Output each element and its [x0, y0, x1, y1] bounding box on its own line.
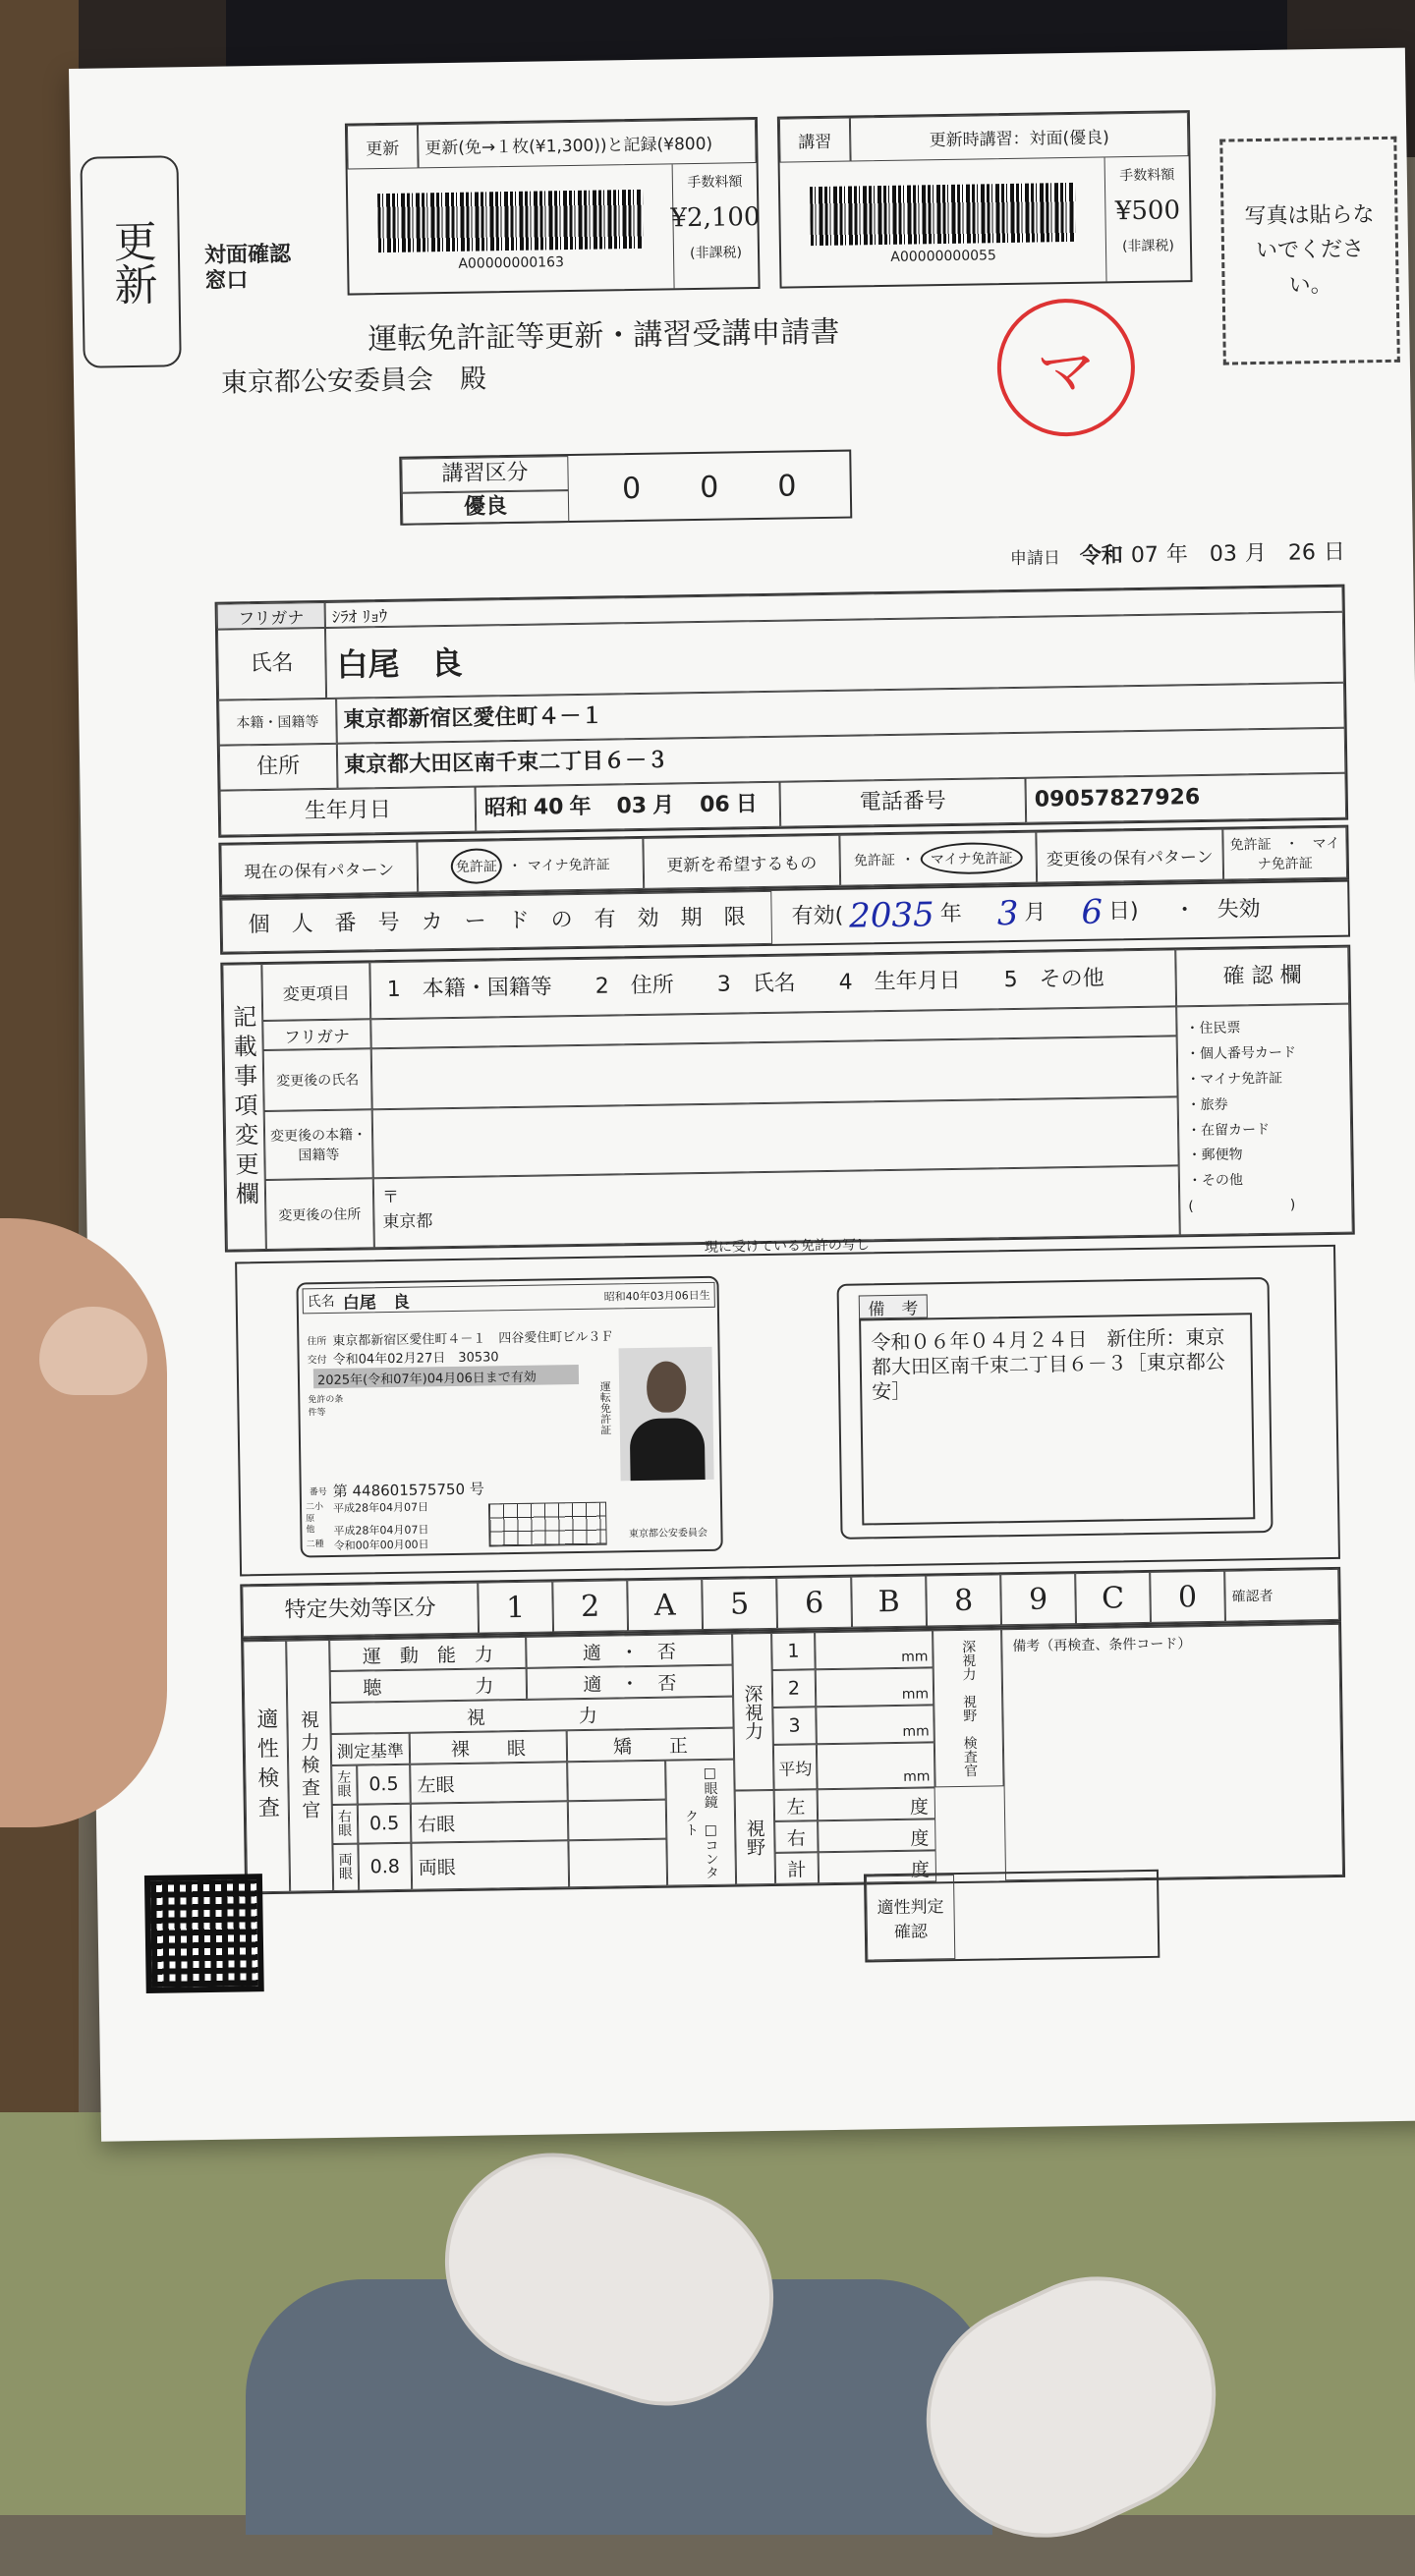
- motor-option[interactable]: 適 ・ 否: [526, 1634, 732, 1668]
- honseki-label: 本籍・国籍等: [218, 699, 337, 746]
- corrected-label: 矯 正: [567, 1728, 734, 1763]
- depth-label: [732, 1633, 774, 1791]
- expired-option: ・ 失効: [1173, 896, 1261, 924]
- renewal-tag: 更新: [347, 124, 419, 169]
- unit-mm: mm: [903, 1768, 931, 1785]
- field-label: [735, 1790, 776, 1885]
- depth-row-label: 平均: [773, 1744, 818, 1790]
- eye-name: 右眼: [411, 1801, 569, 1843]
- wish-option-license: 免許証: [853, 852, 896, 869]
- digit: 0: [777, 468, 797, 504]
- valid-label: 有効(: [791, 903, 844, 929]
- aptitude-side: [243, 1641, 290, 1893]
- eye-side: 左眼: [331, 1765, 358, 1805]
- after-pattern-options: 免許証 ・ マイナ免許証: [1222, 827, 1347, 880]
- notes-label: 備考（再検査、条件コード）: [1001, 1624, 1343, 1880]
- unit-mm: mm: [902, 1723, 930, 1740]
- field-value[interactable]: [818, 1787, 935, 1820]
- field-row-label: 右: [774, 1820, 818, 1853]
- confirm-item: ( ): [1188, 1197, 1296, 1215]
- code-cell: B: [851, 1575, 927, 1627]
- birth-day-unit: 日: [735, 791, 758, 817]
- vision-officer: [286, 1640, 333, 1892]
- date-year-unit: 年: [1165, 542, 1189, 568]
- eye-name: 両眼: [411, 1840, 569, 1890]
- valid-month: 3: [996, 893, 1019, 933]
- code-cell: A: [627, 1579, 703, 1631]
- eye-standard: 0.8: [358, 1843, 412, 1891]
- card-name-label: 氏名: [307, 1293, 335, 1311]
- birth-year-unit: 年: [569, 794, 592, 819]
- depth-row-label: 3: [772, 1707, 817, 1745]
- license-copy-caption: 現に受けている免許の写し: [704, 1237, 871, 1256]
- phone-label: 電話番号: [779, 778, 1026, 827]
- valid-year: 2035: [848, 894, 935, 936]
- postal-mark: 〒: [381, 1187, 400, 1208]
- date-era: 令和: [1079, 543, 1124, 569]
- card-issued: 令和04年02月27日 30530: [332, 1349, 499, 1368]
- fee-label: 手数料額: [687, 174, 743, 192]
- qr-code: [144, 1874, 264, 1993]
- unit-mm: mm: [901, 1649, 929, 1665]
- application-form: [69, 48, 1415, 2142]
- date-year: 07: [1130, 542, 1160, 569]
- judge-label: 適性判定確認: [866, 1875, 955, 1960]
- code-cell: 9: [1000, 1573, 1076, 1625]
- phone-value: 09057827926: [1025, 773, 1346, 823]
- card-issued-row: [304, 1345, 598, 1368]
- applicant-table: [215, 585, 1349, 838]
- code-cell: 6: [776, 1577, 852, 1629]
- license-card: [296, 1276, 722, 1558]
- special-class-codes: [478, 1571, 1225, 1634]
- birth-year: 40: [533, 794, 564, 820]
- remarks-label: 備 考: [859, 1294, 928, 1318]
- depth-officer-text: 深視力 視野 検査官: [960, 1639, 979, 1777]
- course-class-table: [399, 450, 852, 526]
- code-cell: 8: [926, 1574, 1001, 1626]
- current-option-myna: マイナ免許証: [527, 857, 610, 874]
- renewal-fee-cell: [672, 163, 759, 288]
- vision-officer-text: 視力検査官: [297, 1708, 321, 1823]
- card-number-label: 番号: [309, 1486, 327, 1497]
- card-date-label: 他: [306, 1525, 315, 1536]
- wish-options: [839, 832, 1037, 886]
- fee-label: 手数料額: [1119, 167, 1175, 185]
- card-date-label: 二小原: [305, 1502, 324, 1525]
- unit-deg: 度: [910, 1859, 931, 1881]
- photo-body: [630, 1418, 706, 1481]
- renewal-fee: ¥2,100: [670, 201, 761, 234]
- valid-month-unit: 月: [1024, 900, 1047, 925]
- depth-row-label: 1: [771, 1632, 816, 1670]
- confirm-list: [1176, 1004, 1353, 1236]
- photo-box: [1219, 137, 1400, 365]
- aptitude-section: [241, 1622, 1345, 1895]
- code-cell: 1: [478, 1581, 553, 1633]
- depth-officer: [933, 1629, 1004, 1787]
- course-tag: 講習: [779, 118, 851, 163]
- confirm-item: ・住民票: [1185, 1020, 1241, 1037]
- card-addr-label: 住所: [307, 1335, 327, 1347]
- judge-field[interactable]: [954, 1872, 1158, 1959]
- wish-option-myna: マイナ免許証: [921, 842, 1023, 875]
- confirmer-label: 確認者: [1224, 1569, 1339, 1622]
- photo-head: [647, 1361, 687, 1413]
- confirm-item: ・郵便物: [1187, 1147, 1243, 1164]
- card-issued-label: 交付: [307, 1354, 327, 1366]
- course-fee: ¥500: [1114, 196, 1181, 227]
- eye-corrected[interactable]: [567, 1761, 666, 1802]
- renewal-code: A00000000163: [458, 254, 565, 272]
- separator: ・: [900, 852, 916, 868]
- tax-note: (非課税): [689, 245, 743, 262]
- photo-note: 写真は貼らないでください。: [1244, 202, 1375, 299]
- change-pref: 東京都: [382, 1211, 433, 1233]
- valid-day-unit: 日): [1107, 898, 1139, 924]
- confirm-item: ・マイナ免許証: [1186, 1070, 1283, 1089]
- naked-label: 裸 眼: [410, 1730, 567, 1764]
- separator: ・: [507, 858, 523, 875]
- changes-side-text: 記載事項変更欄: [228, 1003, 259, 1211]
- birth-value: [476, 782, 781, 832]
- card-date: 平成28年04月07日: [332, 1500, 429, 1515]
- mynumber-label: 個 人 番 号 カ ー ド の 有 効 期 限: [221, 891, 772, 953]
- eye-standard: 0.5: [357, 1764, 411, 1805]
- furigana-value: ｼﾗｵ ﾘｮｳ: [325, 587, 1343, 628]
- furigana-label: フリガナ: [217, 602, 325, 630]
- change-honseki-field[interactable]: [372, 1096, 1179, 1178]
- card-addr: 東京都新宿区愛住町４－１ 四谷愛住町ビル３Ｆ: [332, 1328, 614, 1349]
- eye-corrected[interactable]: [568, 1839, 667, 1888]
- birth-label: 生年月日: [220, 787, 477, 836]
- standard-label: 測定基準: [331, 1733, 410, 1765]
- renewal-fee-box: [345, 117, 761, 296]
- red-mark-text: マ: [1036, 337, 1097, 408]
- card-issuer: 東京都公安委員会: [628, 1527, 708, 1540]
- card-number-row: [306, 1477, 600, 1501]
- address-value: 東京都大田区南千束二丁目６－３: [337, 728, 1346, 789]
- card-date: 平成28年04月07日: [333, 1523, 429, 1539]
- hearing-label: 聴 力: [330, 1668, 527, 1703]
- card-valid: 2025年(令和07年)04月06日まで有効: [313, 1365, 579, 1388]
- tax-note: (非課税): [1121, 238, 1175, 255]
- valid-year-unit: 年: [939, 901, 962, 926]
- aptitude-side-text: 適性検査: [253, 1707, 280, 1826]
- birth-day: 06: [699, 792, 730, 817]
- confirm-label: 確 認 欄: [1175, 947, 1349, 1007]
- application-date: [1010, 540, 1345, 572]
- special-class-label: 特定失効等区分: [242, 1583, 479, 1638]
- changes-side-label: [222, 964, 266, 1251]
- depth-value[interactable]: [816, 1705, 934, 1744]
- glasses-options[interactable]: [665, 1760, 736, 1886]
- birth-era: 昭和: [483, 795, 529, 821]
- card-vertical-label: [594, 1348, 616, 1466]
- face-to-face-label: 対面確認 窓口: [203, 242, 292, 295]
- hearing-option[interactable]: 適 ・ 否: [527, 1665, 733, 1700]
- date-month: 03: [1209, 541, 1238, 567]
- course-fee-box: [777, 110, 1193, 289]
- unit-deg: 度: [909, 1796, 930, 1819]
- digit: 0: [621, 471, 642, 506]
- course-class-label: 講習区分: [401, 456, 569, 493]
- confirm-item: ・その他: [1187, 1172, 1244, 1190]
- after-pattern-label: 変更後の保有パターン: [1036, 829, 1223, 883]
- field-label-text: 視野: [743, 1819, 766, 1857]
- card-vertical-text: 運転免許証: [598, 1379, 612, 1435]
- card-date: 令和00年00月00日: [333, 1538, 429, 1552]
- code-cell: 5: [702, 1578, 777, 1630]
- change-name-label: 変更後の氏名: [263, 1048, 372, 1111]
- license-copy-area: [235, 1237, 1340, 1577]
- code-cell: 0: [1150, 1571, 1225, 1623]
- code-cell: 2: [552, 1580, 628, 1632]
- course-code: A00000000055: [890, 248, 997, 265]
- course-barcode: [810, 183, 1076, 246]
- change-item-label: 変更項目: [261, 962, 370, 1021]
- code-cell: C: [1075, 1572, 1151, 1624]
- depth-value[interactable]: [816, 1667, 934, 1707]
- eye-side: 右眼: [332, 1805, 359, 1844]
- field-value[interactable]: [818, 1819, 935, 1852]
- course-desc: 更新時講習：対面(優良): [850, 112, 1189, 161]
- birth-month-unit: 月: [651, 793, 675, 818]
- card-name: 白尾 良: [342, 1292, 410, 1314]
- valid-day: 6: [1081, 892, 1104, 932]
- digit: 0: [699, 470, 719, 505]
- remarks-text: 令和０６年０４月２４日 新住所：東京都大田区南千束二丁目６－３［東京都公安］: [859, 1313, 1255, 1525]
- mynumber-validity: [791, 882, 1342, 944]
- card-cond-label: 免許の条件等: [308, 1394, 344, 1419]
- glasses-text: □眼鏡 □コンタクト: [682, 1764, 720, 1880]
- confirm-item: ・個人番号カード: [1185, 1044, 1297, 1063]
- renewal-desc: 更新(免→１枚(¥1,300))と記録(¥800): [418, 119, 757, 168]
- remarks-box: [837, 1277, 1274, 1540]
- date-label: 申請日: [1009, 548, 1061, 570]
- changes-section: [220, 945, 1354, 1253]
- motor-label: 運 動 能 力: [329, 1637, 526, 1671]
- eye-side: 両眼: [332, 1844, 359, 1891]
- honseki-value: 東京都新宿区愛住町４－１: [336, 683, 1345, 744]
- depth-label-text: 深視力: [741, 1683, 764, 1740]
- date-day-unit: 日: [1323, 539, 1346, 566]
- date-month-unit: 月: [1244, 540, 1268, 567]
- depth-row-label: 2: [772, 1669, 817, 1708]
- red-circle-mark: [996, 298, 1136, 437]
- card-name-row: [303, 1282, 715, 1315]
- eye-standard: 0.5: [358, 1804, 412, 1844]
- card-dates: [306, 1500, 483, 1554]
- current-option-license: 免許証: [451, 848, 503, 884]
- eye-name: 左眼: [410, 1762, 568, 1804]
- change-furigana-label: フリガナ: [262, 1019, 370, 1050]
- birth-month: 03: [616, 793, 648, 819]
- card-number: 第 448601575750 号: [332, 1480, 484, 1500]
- renewal-barcode: [377, 190, 644, 252]
- field-row-label: 左: [774, 1789, 818, 1821]
- form-title: 運転免許証等更新・講習受講申請書: [368, 314, 840, 358]
- current-pattern-options: [417, 838, 644, 893]
- unit-mm: mm: [901, 1686, 930, 1703]
- name-value: 白尾 良: [325, 612, 1344, 699]
- addressee: 東京都公安委員会 殿: [220, 364, 487, 399]
- course-fee-cell: [1104, 156, 1191, 281]
- vision-label: 視 力: [330, 1697, 733, 1734]
- date-day: 26: [1287, 540, 1317, 566]
- change-items: 1 本籍・国籍等 2 住所 3 氏名 4 生年月日 5 その他: [369, 949, 1176, 1019]
- card-photo: [619, 1347, 714, 1481]
- field-row-label: 計: [775, 1852, 819, 1884]
- current-pattern-label: 現在の保有パターン: [220, 842, 418, 896]
- change-address-label: 変更後の住所: [265, 1178, 374, 1250]
- unit-deg: 度: [910, 1827, 930, 1850]
- card-date-label: 二種: [306, 1539, 324, 1550]
- address-label: 住所: [219, 744, 338, 791]
- course-class-value: 優良: [402, 490, 569, 526]
- judge-box: [864, 1870, 1160, 1963]
- card-class-grid: [488, 1502, 607, 1547]
- change-honseki-label: 変更後の本籍・国籍等: [264, 1109, 373, 1180]
- confirm-item: ・旅券: [1186, 1096, 1228, 1113]
- depth-value[interactable]: [817, 1742, 935, 1789]
- eye-corrected[interactable]: [568, 1800, 667, 1841]
- confirm-item: ・在留カード: [1186, 1121, 1271, 1139]
- wish-label: 更新を希望するもの: [643, 835, 840, 889]
- depth-value[interactable]: [815, 1630, 934, 1669]
- stamp-text: 更新: [105, 218, 157, 306]
- name-label: 氏名: [217, 628, 326, 700]
- card-birth: 昭和40年03月06日生: [603, 1288, 710, 1304]
- renewal-stamp: [80, 155, 181, 368]
- course-class-digits: [568, 452, 850, 523]
